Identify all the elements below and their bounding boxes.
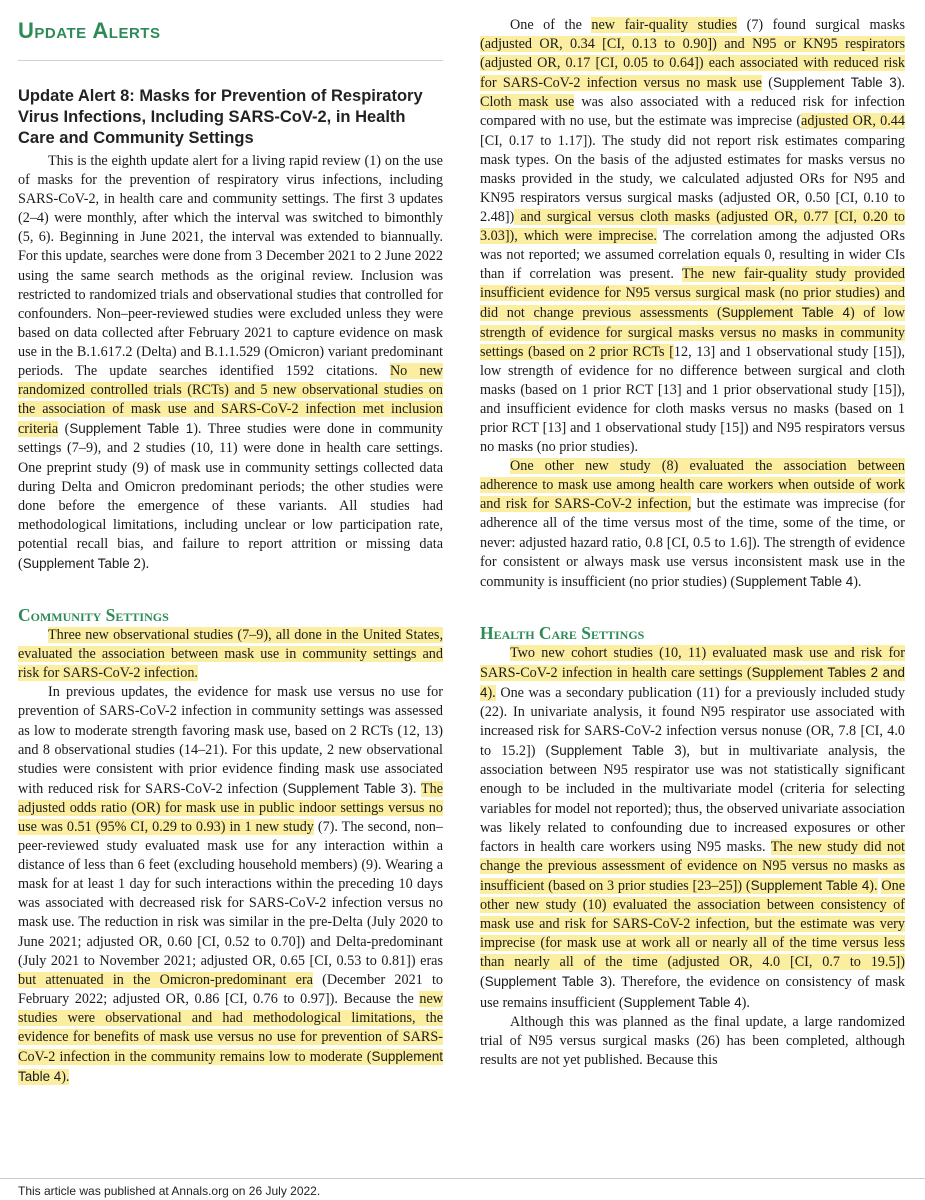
supplement-link[interactable]: Supplement Table 4 — [735, 573, 854, 589]
highlight: The new fair-quality study provided insufficient evidence for N95 versus surgical mask (no prior studies) and did not change previous assessments (Supplement Table 4) of low strength of evidence for surgical masks versus no masks in community settings (based on 2 prior RCTs [ — [480, 266, 905, 360]
highlight: (adjusted OR, 0.34 [CI, 0.13 to 0.90]) and N95 or KN95 respirators (adjusted OR, 0.17 [CI, 0.05 to 0.64]) each associated with reduced risk for SARS-CoV-2 infection versus no mask use — [480, 36, 905, 92]
highlight: The new study did not change the previous assessment of evidence on N95 versus no masks as insufficient (based on 3 prior studies [23–25]) (Supplement Table 4). — [480, 838, 905, 894]
supplement-link[interactable]: Supplement Table 4 — [721, 305, 850, 321]
supplement-link[interactable]: Supplement Table 2 — [22, 555, 141, 571]
supplement-link[interactable]: Supplement Table 3 — [772, 75, 897, 91]
highlight: but attenuated in the Omicron-predominant era — [18, 971, 313, 988]
supplement-link[interactable]: Supplement Table 3 — [287, 780, 409, 796]
highlight: adjusted OR, 0.44 — [801, 113, 905, 130]
community-paragraph-1 — [18, 626, 443, 683]
section-label: Update Alerts — [18, 18, 161, 43]
intro-paragraph: This is the eighth update alert for a living rapid review (1) on the use of masks for the prevention of respiratory virus infections, including SARS-CoV-2, in health care and community settings. The first 3 updates (2–4) were monthly, after which the interval was switched to bimonthly (5, 6). Beginning in June 2021, the interval was extended to biannually. For this update, searches were done from 3 December 2021 to 2 June 2022 using the same search methods as the original review. Inclusion was restricted to randomized trials and observational studies that controlled for confounders. Non–peer-reviewed studies were excluded unless they were based on data collected after February 2021 to capture evidence on mask use in the B.1.617.2 (Delta) and B.1.1.529 (Omicron) variant predominant periods. The update searches identified 1592 citations. No new randomized controlled trials (RCTs) and 5 new observational studies on the association of mask use and SARS-CoV-2 infection met inclusion criteria (Supplement Table 1). Three studies were done in community settings (7–9), and 2 studies (10, 11) were done in health care settings. One preprint study (9) of mask use in community settings collected data during Delta and Omicron predominant periods; the other studies were done before the emergence of these variants. All studies had methodological limitations, including unclear or low participation rate, potential recall bias, and failure to report attrition or missing data (Supplement Table 2). — [18, 153, 444, 572]
highlight: and surgical versus cloth masks (adjusted OR, 0.77 [CI, 0.20 to 3.03]), which were imprecise. — [480, 208, 905, 245]
right-paragraph-1: One of the new fair-quality studies (7) found surgical masks (adjusted OR, 0.34 [CI, 0.13 to 0.90]) and N95 or KN95 respirators (adjusted OR, 0.17 [CI, 0.05 to 0.64]) each associated with reduced risk for SARS-CoV-2 infection versus no mask use (Supplement Table 3). Cloth mask use was also associated with a reduced risk for infection compared with no use, but the estimate was imprecise (adjusted OR, 0.44 [CI, 0.17 to 1.17]). The study did not report risk estimates comparing mask types. On the basis of the adjusted estimates for masks versus no masks provided in the study, we calculated adjusted ORs for N95 and KN95 respirators versus surgical masks (adjusted OR, 0.50 [CI, 0.10 to 2.48]) and surgical versus cloth masks (adjusted OR, 0.77 [CI, 0.20 to 3.03]), which were imprecise. The correlation among the adjusted ORs was not reported; we assumed correlation equals 0, resulting in wider CIs than if correlation was present. The new fair-quality study provided insufficient evidence for N95 versus surgical mask (no prior studies) and did not change previous assessments (Supplement Table 4) of low strength of evidence for surgical masks versus no masks in community settings (based on 2 prior RCTs [12, 13] and 1 observational study [15]), low strength of evidence for no difference between surgical and cloth masks (based on 1 prior RCT [13] and 1 prior observational study [15]), and insufficient evidence for cloth masks versus no masks (based on 1 prior RCT [13] and 1 observational study [15]) and N95 respirators versus no masks (no prior studies). — [480, 17, 905, 456]
supplement-link[interactable]: Supplement Table 4 — [750, 877, 870, 893]
supplement-link[interactable]: Supplement Table 1 — [69, 421, 194, 437]
highlight: One other new study (10) evaluated the association between consistency of mask use and risk for SARS-CoV-2 infection, but the estimate was very imprecise (for mask use at work all or nearly all of the time versus less than nearly all of the time (adjusted OR, 4.0 [CI, 0.7 to 19.5]) — [480, 877, 906, 971]
health-care-settings-heading: Health Care Settings — [480, 622, 645, 643]
highlight: One other new study (8) evaluated the association between adherence to mask use among health care workers when outside of work and risk for SARS-CoV-2 infection, — [480, 458, 905, 513]
community-settings-heading: Community Settings — [18, 605, 169, 626]
supplement-link[interactable]: Supplement Table 3 — [484, 974, 608, 990]
community-paragraph-2: In previous updates, the evidence for mask use versus no use for prevention of SARS-CoV-2 infection in community settings was assessed as low to moderate strength favoring mask use, based on 2 RCTs (12, 13) and 8 observational studies (14–21). For this update, 2 new observational studies were consistent with prior evidence finding mask use associated with reduced risk for SARS-CoV-2 infection (Supplement Table 3). The adjusted odds ratio (OR) for mask use in public indoor settings versus no use was 0.51 (95% CI, 0.29 to 0.93) in 1 new study (7). The second, non–peer-reviewed study evaluated mask use for any interaction within a distance of less than 6 feet (excluding household members) (9). Wearing a mask for at least 1 day for such interactions within the preceding 10 days was associated with decreased risk for SARS-CoV-2 infection versus no mask use. The reduction in risk was similar in the pre-Delta (July 2020 to June 2021; adjusted OR, 0.60 [CI, 0.52 to 0.70]) and Delta-predominant (July 2021 to November 2021; adjusted OR, 0.65 [CI, 0.53 to 0.81]) eras but attenuated in the Omicron-predominant era (December 2021 to February 2022; adjusted OR, 0.86 [CI, 0.76 to 0.97]). Because the new studies were observational and had methodological limitations, the evidence for benefits of mask use versus no use for prevention of SARS-CoV-2 infection in the community remains low to moderate (Supplement Table 4). — [18, 684, 443, 1086]
supplement-link[interactable]: Supplement Table 3 — [550, 743, 682, 759]
right-paragraph-2: One other new study (8) evaluated the association between adherence to mask use among health care workers when outside of work and risk for SARS-CoV-2 infection, but the estimate was imprecise (for adherence all of the time versus most of the time, some of the time, or never: adjusted hazard ratio, 0.8 [CI, 0.5 to 1.6]). The strength of evidence for consistent or always mask use versus inconsistent mask use in the community is insufficient (no prior studies) (Supplement Table 4). — [480, 458, 906, 590]
highlight: The adjusted odds ratio (OR) for mask use in public indoor settings versus no use was 0.51 (95% CI, 0.29 to 0.93) in 1 new study — [18, 780, 443, 835]
healthcare-paragraph-1: Two new cohort studies (10, 11) evaluated mask use and risk for SARS-CoV-2 infection in health care settings (Supplement Tables 2 and 4). One was a secondary publication (11) for a previously included study (22). In univariate analysis, it found N95 respirator use associated with increased risk for SARS-CoV-2 infection versus nonuse (OR, 7.8 [CI, 4.0 to 15.2]) (Supplement Table 3), but in multivariate analysis, the association between N95 respirator use was not statistically significant enough to be included in the multivariate model (criteria for selecting variables for model not reported); thus, the observed univariate association was likely related to confounding due to increased exposures or other factors in health care workers using N95 masks. The new study did not change the previous assessment of evidence on N95 versus no masks as insufficient (based on 3 prior studies [23–25]) (Supplement Table 4). One other new study (10) evaluated the association between consistency of mask use and risk for SARS-CoV-2 infection, but the estimate was very imprecise (for mask use at work all or nearly all of the time versus less than nearly all of the time (adjusted OR, 4.0 [CI, 0.7 to 19.5]) (Supplement Table 3). Therefore, the evidence on consistency of mask use remains insufficient (Supplement Table 4). — [480, 644, 906, 1011]
highlight: Cloth mask use — [480, 94, 575, 111]
header-divider — [18, 60, 443, 61]
highlight: Two new cohort studies (10, 11) evaluated mask use and risk for SARS-CoV-2 infection in health care settings (Supplement Tables 2 and 4). — [480, 644, 905, 701]
left-column — [18, 152, 443, 1087]
highlight: new fair-quality studies — [591, 17, 738, 33]
highlight: Three new observational studies (7–9), all done in the United States, evaluated the association between mask use in community settings and risk for SARS-CoV-2 infection. — [18, 627, 443, 682]
right-column — [480, 16, 905, 1070]
highlight: No new randomized controlled trials (RCTs) and 5 new observational studies on the association of mask use and SARS-CoV-2 infection met inclusion criteria — [18, 363, 443, 438]
healthcare-paragraph-2: Although this was planned as the final update, a large randomized trial of N95 versus surgical masks (26) has been completed, although results are not yet published. Because this — [480, 1013, 905, 1068]
supplement-link[interactable]: Supplement Table 4 — [623, 994, 742, 1010]
publication-note: This article was published at Annals.org on 26 July 2022. — [18, 1184, 321, 1198]
highlight: new studies were observational and had methodological limitations, the evidence for benefits of mask use versus no use for prevention of SARS-CoV-2 infection in the community remains low to moderate (Supplement Table 4). — [18, 990, 443, 1086]
supplement-link[interactable]: Supplement Table 4 — [18, 1049, 443, 1085]
footer-divider — [0, 1178, 925, 1179]
alert-title: Update Alert 8: Masks for Prevention of Respiratory Virus Infections, Including SARS-CoV-2, in Health Care and Community Settings — [18, 87, 423, 147]
supplement-link[interactable]: Supplement Tables 2 and 4 — [480, 664, 905, 700]
